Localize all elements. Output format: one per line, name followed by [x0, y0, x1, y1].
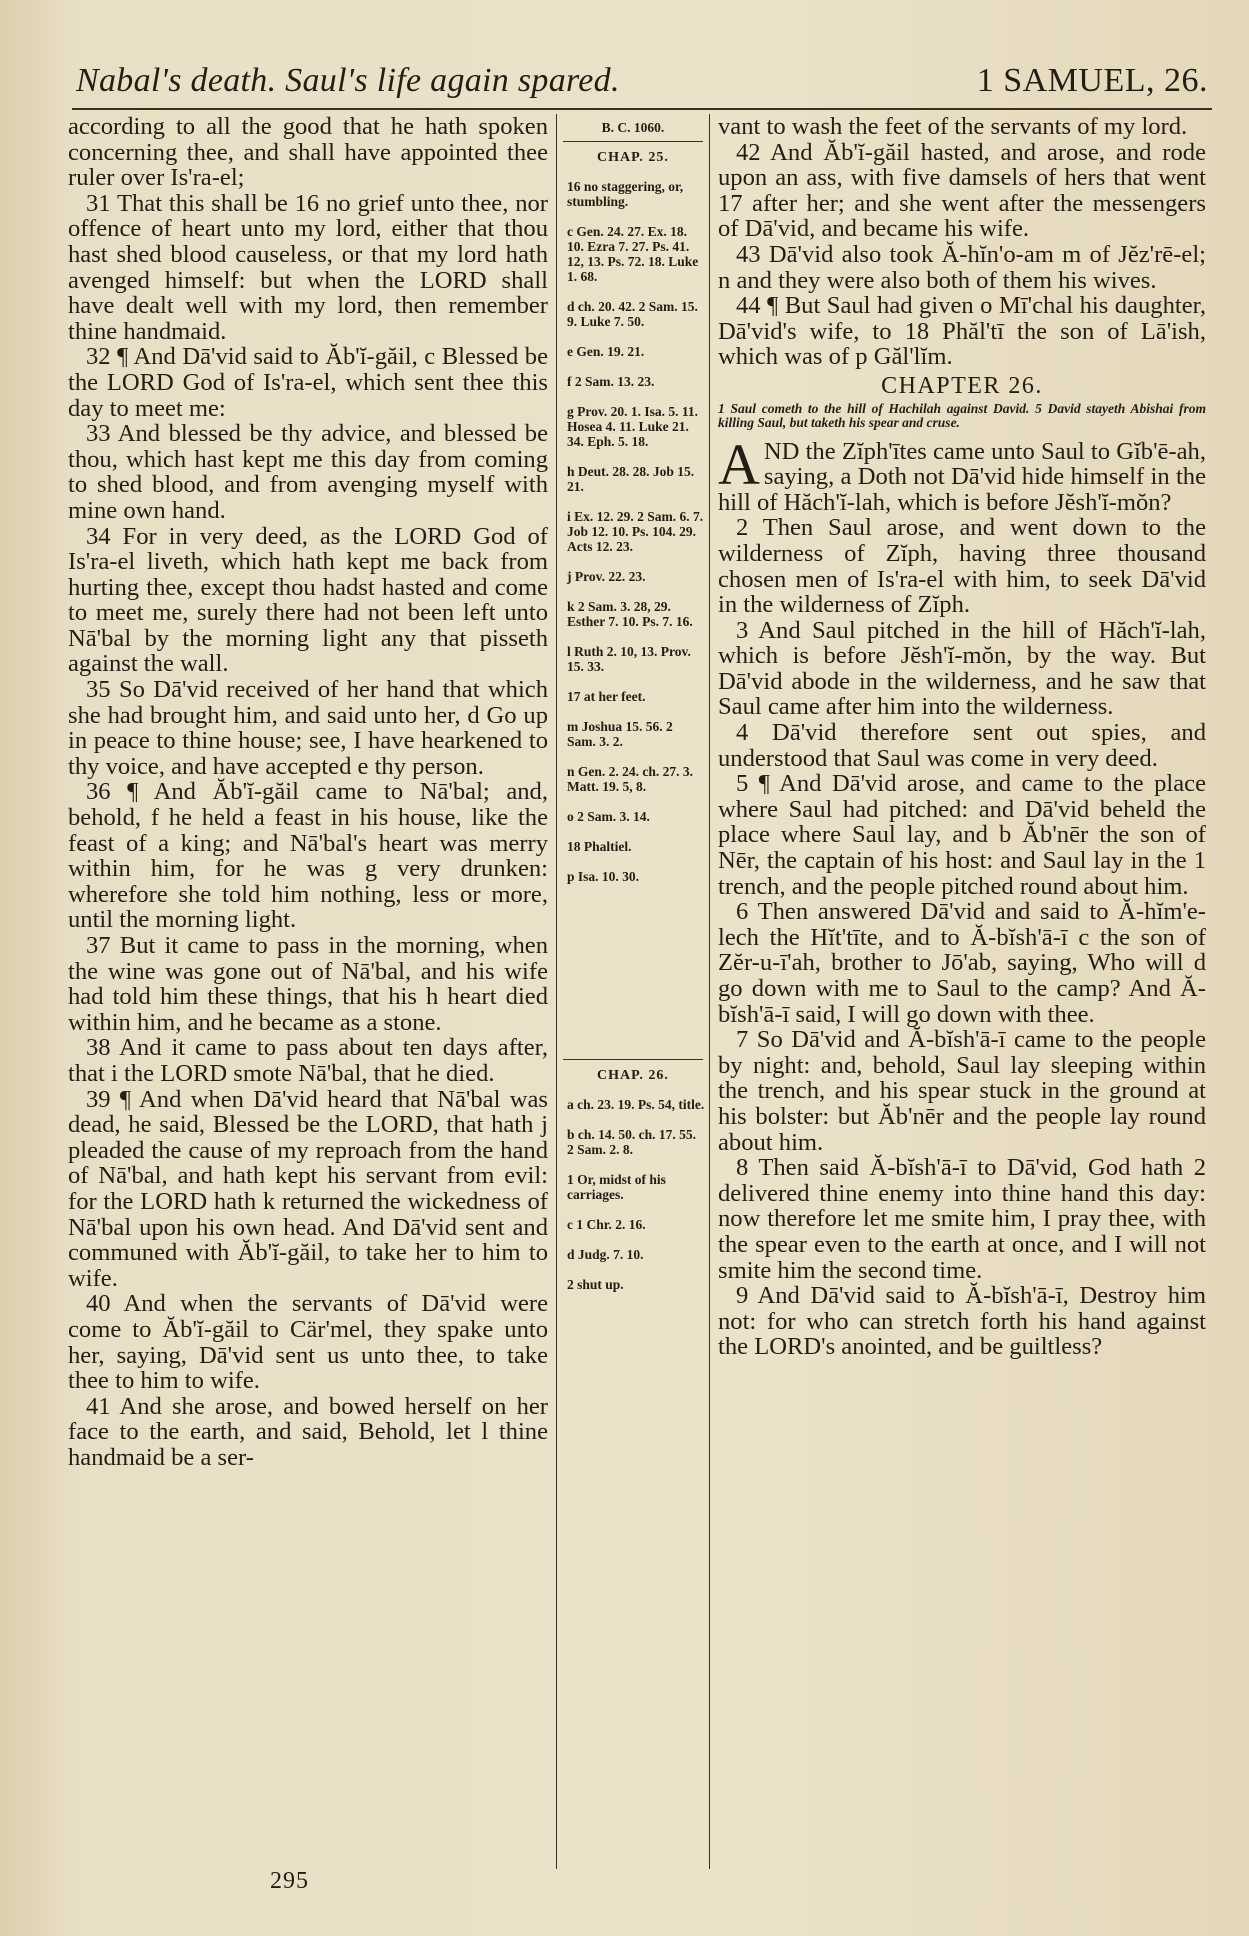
spacer	[557, 899, 709, 1059]
chapter-ref-heading: CHAP. 26.	[597, 1068, 669, 1083]
verse-text: 38 And it came to pass about ten days after, that i the LORD smote Nā'bal, that he died.	[68, 1034, 548, 1087]
cross-reference: j Prov. 22. 23.	[567, 569, 646, 584]
cross-reference: 1 Or, midst of his carriages.	[567, 1172, 666, 1202]
verse-text: 3 And Saul pitched in the hill of Hăch'ĭ-lah, which is before Jĕsh'ĭ-mŏn, by the way. But Dā'vid abode in the wilderness, and he saw that Saul came after him into the wilderness.	[718, 616, 1206, 721]
cross-reference: d Judg. 7. 10.	[567, 1247, 644, 1262]
left-text-column	[68, 114, 548, 1869]
cross-reference: e Gen. 19. 21.	[567, 344, 645, 359]
first-verse	[718, 431, 1206, 516]
cross-reference: 16 no staggering, or, stumbling.	[567, 179, 684, 209]
first-verse-text: ND the Zĭph'ītes came unto Saul to Gĭb'ē-ah, saying, a Doth not Dā'vid hide himself in the hill of Hăch'ĭ-lah, which is before Jĕsh'ĭ-mŏn?	[718, 437, 1206, 516]
verse-text: 32 ¶ And Dā'vid said to Ăb'ĭ-găil, c Blessed be the LORD God of Is'ra-el, which sent thee this day to meet me:	[68, 343, 548, 422]
cross-reference: f 2 Sam. 13. 23.	[567, 374, 655, 389]
cross-reference: 18 Phaltiel.	[567, 839, 632, 854]
verse-text: 34 For in very deed, as the LORD God of Is'ra-el liveth, which hath kept me back from hurting thee, except thou hadst hasted and come to meet me, surely there had not been left unto Nā'bal by the morning light any that pisseth against the wall.	[68, 522, 548, 678]
chapter-ref-heading: CHAP. 25.	[597, 150, 669, 165]
cross-reference: m Joshua 15. 56. 2 Sam. 3. 2.	[567, 719, 673, 749]
cross-reference: 17 at her feet.	[567, 689, 646, 704]
cross-reference: p Isa. 10. 30.	[567, 869, 640, 884]
verse-text: 4 Dā'vid therefore sent out spies, and understood that Saul was come in very deed.	[718, 719, 1206, 772]
verse-text: 41 And she arose, and bowed herself on her face to the earth, and said, Behold, let l thine handmaid be a ser-	[68, 1392, 548, 1471]
verse-text: 37 But it came to pass in the morning, when the wine was gone out of Nā'bal, and his wife had told him these things, that his h heart died within him, and he became as a stone.	[68, 932, 548, 1036]
verse-text: 31 That this shall be 16 no grief unto thee, nor offence of heart unto my lord, either that thou hast shed blood causeless, or that my lord hath avenged himself: but when the LORD shall have dealt well with my lord, then remember thine handmaid.	[68, 189, 548, 345]
verse-text: 9 And Dā'vid said to Ă-bĭsh'ā-ī, Destroy him not: for who can stretch forth his hand against the LORD's anointed, and be guiltless?	[718, 1282, 1206, 1361]
cross-reference: i Ex. 12. 29. 2 Sam. 6. 7. Job 12. 10. Ps. 104. 29. Acts 12. 23.	[567, 509, 704, 554]
chapter-summary: 1 Saul cometh to the hill of Hachilah against David. 5 David stayeth Abishai from killing Saul, but taketh his spear and cruse.	[718, 400, 1206, 431]
cross-reference: l Ruth 2. 10, 13. Prov. 15. 33.	[567, 644, 691, 674]
cross-reference: n Gen. 2. 24. ch. 27. 3. Matt. 19. 5, 8.	[567, 764, 694, 794]
verse-text: 8 Then said Ă-bĭsh'ā-ī to Dā'vid, God hath 2 delivered thine enemy into thine hand this day: now therefore let me smite him, I pray thee, with the spear even to the earth at once, and I will not smite him the second time.	[718, 1154, 1206, 1284]
page-header	[72, 62, 1212, 110]
chapter-heading: CHAPTER 26.	[881, 372, 1043, 399]
verse-text: 2 Then Saul arose, and went down to the wilderness of Zĭph, having three thousand chosen men of Is'ra-el with him, to seek Dā'vid in the wilderness of Zĭph.	[718, 514, 1206, 619]
cross-reference: o 2 Sam. 3. 14.	[567, 809, 650, 824]
verse-text: 42 And Ăb'ĭ-găil hasted, and arose, and rode upon an ass, with five damsels of hers that went 17 after her; and she went after the messengers of Dā'vid, and became his wife.	[718, 138, 1206, 243]
divider	[563, 141, 703, 142]
date-label: B. C. 1060.	[601, 120, 665, 135]
cross-reference: a ch. 23. 19. Ps. 54, title.	[567, 1097, 705, 1112]
right-text-column	[718, 114, 1206, 1869]
verse-text: 43 Dā'vid also took Ă-hĭn'o-am m of Jĕz'rē-el; n and they were also both of them his wives.	[718, 240, 1206, 294]
drop-cap: A	[718, 431, 760, 497]
verse-text: according to all the good that he hath spoken concerning thee, and shall have appointed thee ruler over Is'ra-el;	[68, 114, 548, 192]
cross-reference: 2 shut up.	[567, 1277, 624, 1292]
cross-reference: b ch. 14. 50. ch. 17. 55. 2 Sam. 2. 8.	[567, 1127, 697, 1157]
cross-reference: c Gen. 24. 27. Ex. 18. 10. Ezra 7. 27. Ps. 41. 12, 13. Ps. 72. 18. Luke 1. 68.	[567, 224, 699, 284]
page-number: 295	[270, 1868, 309, 1894]
cross-reference: d ch. 20. 42. 2 Sam. 15. 9. Luke 7. 50.	[567, 299, 698, 329]
verse-text: 39 ¶ And when Dā'vid heard that Nā'bal was dead, he said, Blessed be the LORD, that hath j pleaded the cause of my reproach from the hand of Nā'bal, and hath kept his servant from evil: for the LORD hath k returned the wickedness of Nā'bal upon his own head. And Dā'vid sent and communed with Ăb'ĭ-găil, to take her to him to wife.	[68, 1085, 548, 1292]
verse-text: vant to wash the feet of the servants of my lord.	[718, 114, 1188, 140]
verse-text: 33 And blessed be thy advice, and blessed be thou, which hast kept me this day from coming to shed blood, and from avenging myself with mine own hand.	[68, 420, 548, 524]
cross-reference: g Prov. 20. 1. Isa. 5. 11. Hosea 4. 11. Luke 21. 34. Eph. 5. 18.	[567, 404, 699, 449]
verse-text: 40 And when the servants of Dā'vid were come to Ăb'ĭ-găil to Cär'mel, they spake unto her, saying, Dā'vid sent us unto thee, to take thee to him to wife.	[68, 1290, 548, 1395]
cross-reference: k 2 Sam. 3. 28, 29. Esther 7. 10. Ps. 7. 16.	[567, 599, 693, 629]
verse-text: 36 ¶ And Ăb'ĭ-găil came to Nā'bal; and, behold, f he held a feast in his house, like the feast of a king; and Nā'bal's heart was merry within him, for he was g very drunken: wherefore she told him nothing, less or more, until the morning light.	[68, 778, 548, 934]
header-left-title: Nabal's death. Saul's life again spared.	[76, 62, 620, 99]
verse-text: 6 Then answered Dā'vid and said to Ă-hĭm'e-lech the Hĭt'tīte, and to Ă-bĭsh'ā-ī c the son of Zĕr-u-ī'ah, brother to Jō'ab, saying, Who will d go down with me to Saul to the camp? And Ă-bĭsh'ā-ī said, I will go down with thee.	[718, 898, 1206, 1028]
verse-text: 7 So Dā'vid and Ă-bĭsh'ā-ī came to the people by night: and, behold, Saul lay sleeping within the trench, and his spear stuck in the ground at his bolster: but Ăb'nēr and the people lay round about him.	[718, 1026, 1206, 1156]
verse-text: 35 So Dā'vid received of her hand that which she had brought him, and said unto her, d Go up in peace to thine house; see, I have hearkened to thy voice, and have accepted e thy person.	[68, 676, 548, 780]
reference-column	[556, 114, 710, 1869]
divider	[563, 1059, 703, 1060]
cross-reference: h Deut. 28. 28. Job 15. 21.	[567, 464, 695, 494]
cross-reference: c 1 Chr. 2. 16.	[567, 1217, 646, 1232]
verse-text: 44 ¶ But Saul had given o Mī'chal his daughter, Dā'vid's wife, to 18 Phăl'tī the son of Lā'ish, which was of p Găl'lĭm.	[718, 292, 1206, 371]
verse-text: 5 ¶ And Dā'vid arose, and came to the place where Saul had pitched: and Dā'vid beheld the place where Saul lay, and b Ăb'nēr the son of Nēr, the captain of his host: and Saul lay in the 1 trench, and the people pitched round about him.	[718, 770, 1206, 900]
header-book-chapter: 1 SAMUEL, 26.	[976, 62, 1208, 99]
